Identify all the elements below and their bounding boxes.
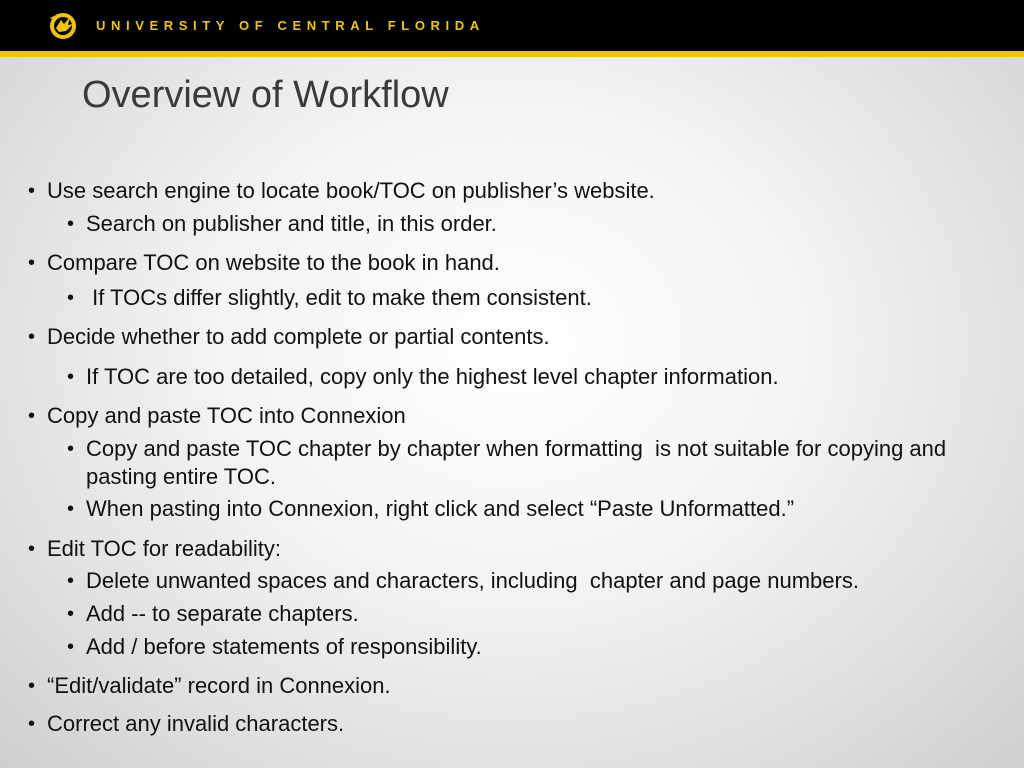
bullet-text: Copy and paste TOC into Connexion [47,403,406,428]
bullet-text: If TOCs differ slightly, edit to make them consistent. [86,285,592,310]
bullet-item [28,672,391,700]
bullet-text: When pasting into Connexion, right click and select “Paste Unformatted.” [86,496,795,521]
bullet-text: Correct any invalid characters. [47,711,345,736]
bullet-text: Use search engine to locate book/TOC on publisher’s website. [47,178,655,203]
bullet-text: If TOC are too detailed, copy only the highest level chapter information. [86,364,779,389]
bullet-dot-icon: • [28,405,36,427]
bullet-item [28,249,500,277]
bullet-dot-icon: • [28,326,36,348]
bullet-dot-icon: • [28,252,36,274]
sub-bullet-item [67,633,482,661]
bullet-dot-icon: • [28,538,36,560]
sub-bullet-item [67,210,497,238]
bullet-dot-icon: • [28,713,36,735]
bullet-text: Decide whether to add complete or partial contents. [47,324,550,349]
bullet-dot-icon: • [67,498,75,520]
bullet-text: Search on publisher and title, in this order. [86,211,497,236]
sub-bullet-item [67,363,779,391]
bullet-item [28,402,406,430]
bullet-dot-icon: • [67,570,75,592]
bullet-text: “Edit/validate” record in Connexion. [47,673,391,698]
bullet-item [28,535,281,563]
bullet-item [28,177,655,205]
sub-bullet-item [67,567,859,595]
bullet-text: Add -- to separate chapters. [86,601,359,626]
bullet-item [28,323,550,351]
bullet-dot-icon: • [28,675,36,697]
bullet-dot-icon: • [67,366,75,388]
sub-bullet-item [67,435,986,491]
bullet-text: Delete unwanted spaces and characters, including chapter and page numbers. [86,568,859,593]
bullet-item [28,710,345,738]
sub-bullet-item [67,284,592,312]
bullet-dot-icon: • [28,180,36,202]
bullet-text: Edit TOC for readability: [47,536,281,561]
university-name: UNIVERSITY OF CENTRAL FLORIDA [96,18,485,33]
bullet-text: Compare TOC on website to the book in hand. [47,250,500,275]
bullet-dot-icon: • [67,287,75,309]
bullet-dot-icon: • [67,603,75,625]
sub-bullet-item [67,495,795,523]
bullet-text: Add / before statements of responsibility. [86,634,482,659]
bullet-dot-icon: • [67,213,75,235]
slide-title: Overview of Workflow [82,74,449,116]
bullet-dot-icon: • [67,636,75,658]
sub-bullet-item [67,600,359,628]
bullet-text: Copy and paste TOC chapter by chapter when formatting is not suitable for copying and pasting entire TOC. [86,436,953,489]
bullet-dot-icon: • [67,438,75,460]
